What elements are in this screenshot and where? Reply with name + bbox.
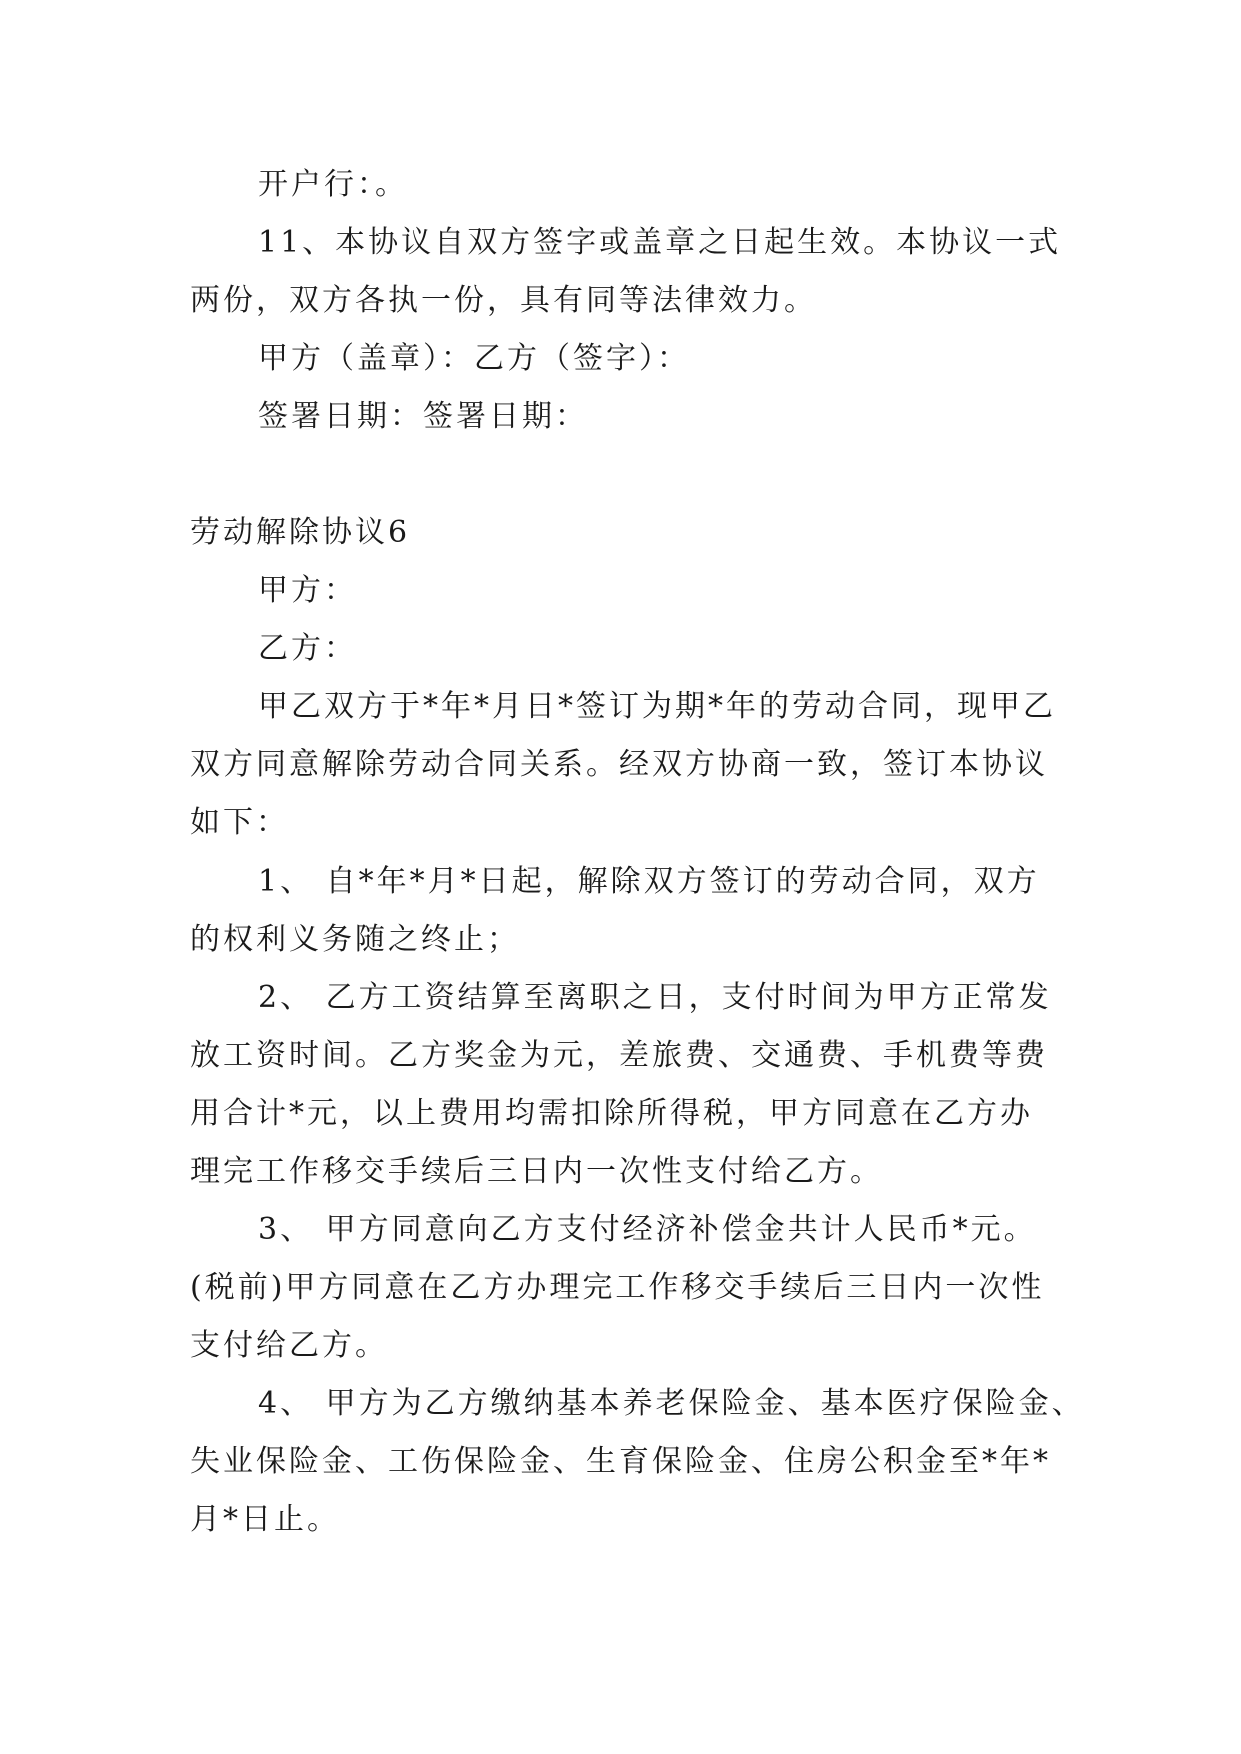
clause-1-line-1: 1、 自*年*月*日起，解除双方签订的劳动合同，双方 <box>258 864 1040 899</box>
clause-2-line-2: 放工资时间。乙方奖金为元，差旅费、交通费、手机费等费 <box>190 1038 1048 1073</box>
clause-2-line-1: 2、 乙方工资结算至离职之日，支付时间为甲方正常发 <box>258 980 1052 1015</box>
clause-3-line-1: 3、 甲方同意向乙方支付经济补偿金共计人民币*元。 <box>258 1212 1037 1247</box>
clause-3-line-3: 支付给乙方。 <box>190 1328 388 1363</box>
clause-2-line-4: 理完工作移交手续后三日内一次性支付给乙方。 <box>190 1154 883 1189</box>
clause-4-line-2: 失业保险金、工伤保险金、生育保险金、住房公积金至*年* <box>190 1444 1051 1479</box>
preamble-line-3: 如下： <box>190 805 289 840</box>
party-a-line: 甲方： <box>258 573 357 608</box>
signing-date-line: 签署日期：签署日期： <box>258 399 588 434</box>
preamble-line-2: 双方同意解除劳动合同关系。经双方协商一致，签订本协议 <box>190 747 1048 782</box>
section-title: 劳动解除协议6 <box>190 515 411 550</box>
bank-line: 开户行：。 <box>258 167 408 202</box>
clause-3-line-2: (税前)甲方同意在乙方办理完工作移交手续后三日内一次性 <box>190 1270 1045 1305</box>
clause-4-line-1: 4、 甲方为乙方缴纳基本养老保险金、基本医疗保险金、 <box>258 1386 1085 1421</box>
signature-parties-line: 甲方（盖章）：乙方（签字）： <box>258 341 690 376</box>
clause-2-line-3: 用合计*元，以上费用均需扣除所得税，甲方同意在乙方办 <box>190 1096 1033 1131</box>
clause-1-line-2: 的权利义务随之终止； <box>190 922 520 957</box>
clause-4-line-3: 月*日止。 <box>190 1502 340 1537</box>
preamble-line-1: 甲乙双方于*年*月日*签订为期*年的劳动合同，现甲乙 <box>258 689 1056 724</box>
clause-11-line-2: 两份，双方各执一份，具有同等法律效力。 <box>190 283 817 318</box>
party-b-line: 乙方： <box>258 631 357 666</box>
clause-11-line-1: 11、本协议自双方签字或盖章之日起生效。本协议一式 <box>258 225 1062 260</box>
